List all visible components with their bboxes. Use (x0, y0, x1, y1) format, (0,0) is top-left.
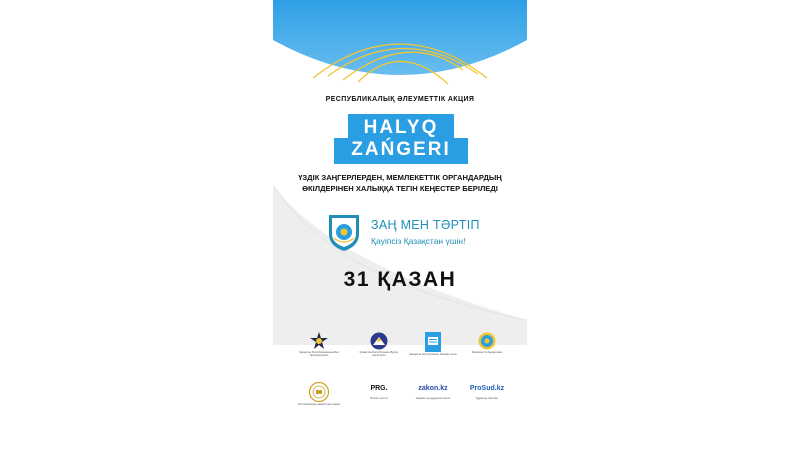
justice-emblem-icon (370, 332, 388, 350)
partner-court (407, 332, 459, 356)
round-seal-icon (309, 382, 329, 402)
background-curve (273, 185, 527, 345)
brand-name: ЗАҢ МЕН ТӘРТІП (371, 218, 480, 232)
book-emblem-icon (425, 332, 441, 352)
partner-caption: Мемлекеттік бағдарлама (471, 351, 502, 354)
shield-emblem-icon (325, 212, 363, 252)
partner-caption: Республикалық адвокаттар алқасы (297, 403, 341, 406)
badge-title-line2: ZAŃGERI (351, 139, 451, 160)
zan-men-tartip-logo (325, 212, 515, 257)
campaign-subtitle: РЕСПУБЛИКАЛЫҚ ӘЛЕУМЕТТІК АКЦИЯ (325, 96, 475, 103)
prosud-logo: ProSud.kz (469, 385, 505, 392)
poster (273, 0, 527, 450)
partner-caption: Ақпараттық құқықтық портал (415, 397, 451, 400)
partner-prg (353, 382, 405, 400)
tagline-line1: ҮЗДІК ЗАҢГЕРЛЕРДЕН, МЕМЛЕКЕТТІК ОРГАНДАРДЫҢ (298, 173, 502, 182)
partner-state (461, 332, 513, 354)
prg-logo: PRG. (370, 385, 388, 392)
sky-header-graphic (273, 0, 527, 100)
state-emblem-icon (478, 332, 496, 350)
zakon-logo: zakon.kz (418, 385, 448, 392)
partner-advocates (293, 382, 345, 406)
partner-prosud (461, 382, 513, 400)
partner-caption: Prokuror gov kz (369, 397, 389, 400)
partner-caption: Қазақстан Республикасы Жоғарғы соты (409, 353, 457, 356)
partner-caption: Қазақстан Республикасының Бас Прокуратурасы (299, 351, 339, 357)
brand-slogan: Қауіпсіз Қазақстан үшін! (371, 236, 466, 246)
tagline-line2: ӨКІЛДЕРІНЕН ХАЛЫҚҚА ТЕГІН КЕҢЕСТЕР БЕРІЛЕДІ (302, 184, 498, 193)
badge-title-line1: HALYQ (363, 117, 439, 138)
partner-caption: Құқықтық порталы (475, 397, 499, 400)
prosecutor-emblem-icon (310, 332, 328, 350)
halyq-zangeri-badge (334, 114, 468, 164)
partner-zakon (407, 382, 459, 400)
partner-caption: Қазақстан Республикасы Әділет министрлігі (359, 351, 399, 357)
partner-justice (353, 332, 405, 357)
event-date: 31 ҚАЗАН (343, 268, 457, 291)
partner-prosecutor (293, 332, 345, 357)
